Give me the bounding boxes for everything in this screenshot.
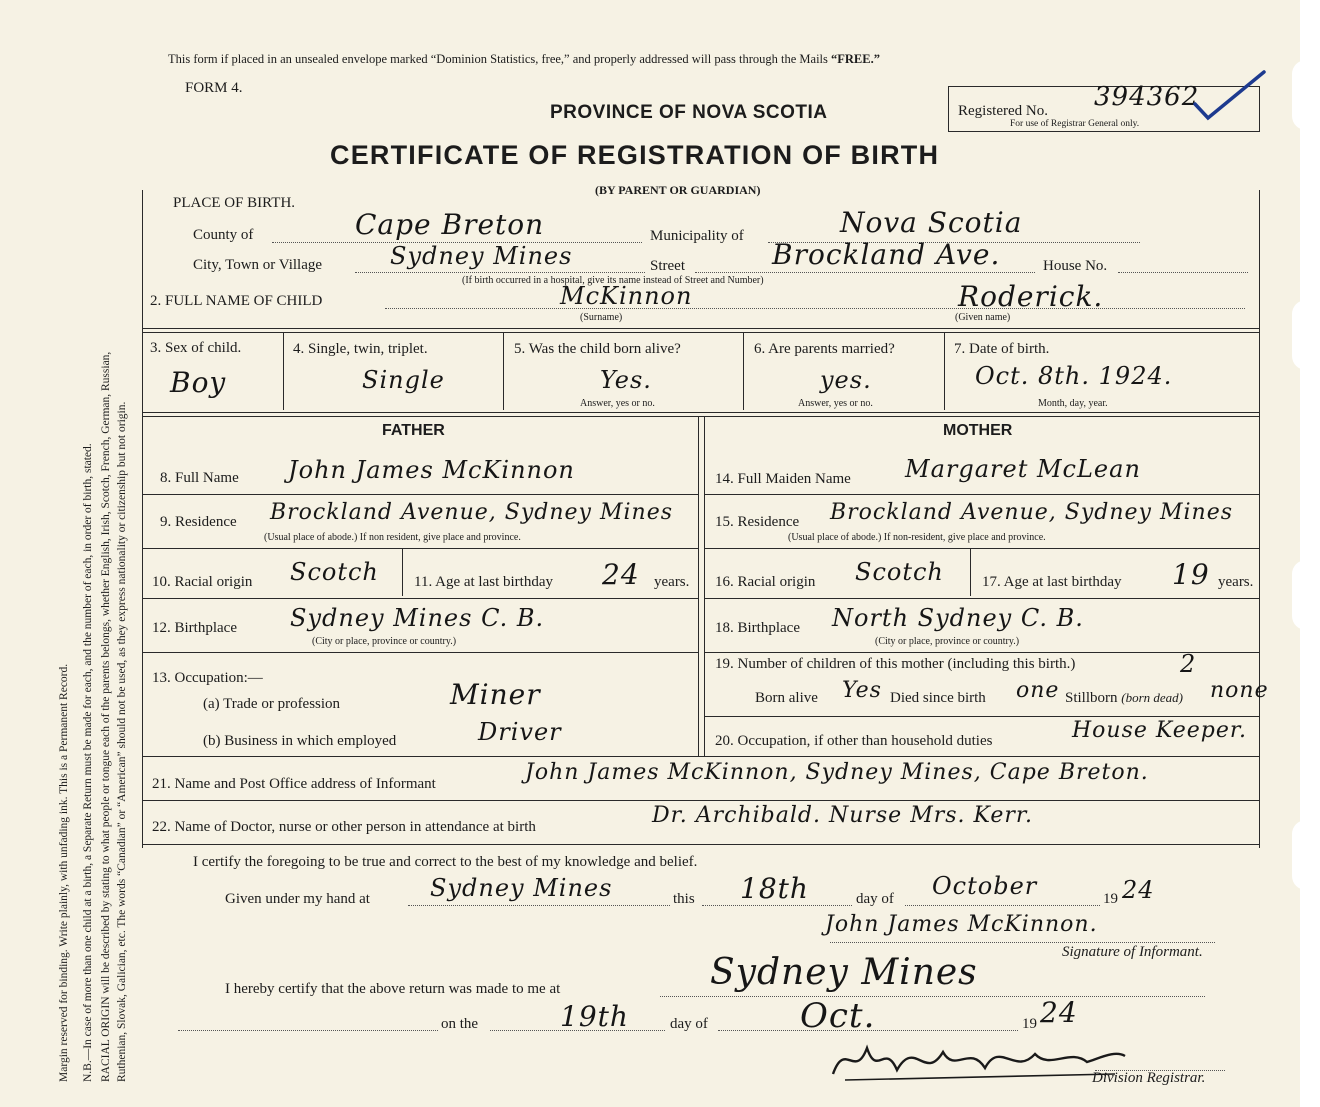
given-year-value: 24 (1122, 876, 1155, 904)
given-month-value: October (932, 872, 1038, 900)
county-label: County of (193, 227, 254, 243)
child-surname: McKinnon (560, 282, 693, 310)
registered-note: For use of Registrar General only. (1010, 119, 1140, 129)
mother-age-label: 17. Age at last birthday (982, 574, 1122, 590)
father-heading: FATHER (382, 422, 445, 439)
city-label: City, Town or Village (193, 257, 323, 273)
street-value: Brockland Ave. (772, 238, 1001, 271)
plurality-label: 4. Single, twin, triplet. (293, 341, 428, 357)
reg-day-of-label: day of (670, 1016, 708, 1032)
mother-birthplace-label: 18. Birthplace (715, 620, 800, 636)
mother-race-label: 16. Racial origin (715, 574, 816, 590)
registrar-day-value: 19th (560, 1000, 629, 1033)
father-business-label: (b) Business in which employed (203, 733, 397, 749)
mail-free: “FREE.” (831, 52, 880, 66)
margin-binding-note: Margin reserved for binding. Write plainly, with unfading ink. This is a Permanent Record. (58, 663, 70, 1082)
certify-statement: I certify the foregoing to be true and correct to the best of my knowledge and belief. (193, 854, 698, 870)
registrar-month-value: Oct. (800, 996, 876, 1036)
form-left-border (142, 190, 143, 848)
father-birthplace-label: 12. Birthplace (152, 620, 237, 636)
father-race-value: Scotch (290, 558, 379, 586)
surname-note: (Surname) (580, 312, 623, 323)
born-alive-label: 5. Was the child born alive? (514, 341, 681, 357)
binding-hole (1292, 300, 1320, 370)
father-birthplace-note: (City or place, province or country.) (312, 636, 457, 647)
father-trade-label: (a) Trade or profession (203, 696, 341, 712)
margin-racial-note-2: Ruthenian, Slovak, Galician, etc. The words “Canadian” or “American” should not be used, as they express nationality or citizenship but not origin. (116, 401, 128, 1082)
mother-years-label: years. (1218, 574, 1254, 590)
form-number: FORM 4. (185, 80, 243, 96)
father-residence-note: (Usual place of abode.) If non resident, give place and province. (264, 532, 521, 543)
father-business-value: Driver (478, 718, 562, 746)
mother-age-value: 19 (1172, 558, 1210, 591)
municipality-label: Municipality of (650, 228, 744, 244)
municipality-value: Nova Scotia (840, 206, 1023, 239)
died-label: Died since birth (890, 690, 986, 706)
married-value: yes. (820, 366, 872, 394)
mother-birthplace-note: (City or place, province or country.) (875, 636, 1020, 647)
died-value: one (1016, 678, 1060, 703)
registrar-signature (825, 1030, 1135, 1090)
given-day-value: 18th (740, 872, 809, 905)
father-name-label: 8. Full Name (160, 470, 239, 486)
mother-race-value: Scotch (855, 558, 944, 586)
father-residence-value: Brockland Avenue, Sydney Mines (270, 500, 674, 525)
mother-name-value: Margaret McLean (905, 455, 1141, 483)
mother-residence-label: 15. Residence (715, 514, 800, 530)
born-alive-count-value: Yes (842, 678, 882, 703)
mother-occupation-label: 20. Occupation, if other than household duties (715, 733, 993, 749)
father-occupation-label: 13. Occupation:— (152, 670, 263, 686)
binding-hole (1292, 560, 1320, 630)
child-name-label: 2. FULL NAME OF CHILD (150, 293, 323, 309)
city-value: Sydney Mines (390, 242, 573, 270)
mail-note: This form if placed in an unsealed envelope marked “Dominion Statistics, free,” and properly addressed will pass through the Mails “FREE.” (168, 52, 880, 66)
margin-racial-note-1: RACIAL ORIGIN will be described by stating to what people or tongue each of the parents belongs, whether English, Irish, Scotch, French, German, Russian, (100, 351, 112, 1082)
stillborn-value: none (1210, 678, 1269, 703)
mother-residence-note: (Usual place of abode.) If non-resident, give place and province. (788, 532, 1046, 543)
registrar-statement: I hereby certify that the above return was made to me at (225, 981, 561, 997)
mother-occupation-value: House Keeper. (1072, 718, 1247, 743)
year-prefix: 19 (1103, 891, 1118, 907)
informant-signature-label: Signature of Informant. (1062, 944, 1203, 960)
place-section-label: PLACE OF BIRTH. (173, 195, 296, 211)
dob-note: Month, day, year. (1038, 398, 1108, 409)
paper-edge (1300, 0, 1320, 1107)
children-count-value: 2 (1180, 650, 1197, 678)
mother-heading: MOTHER (943, 422, 1013, 439)
father-age-label: 11. Age at last birthday (414, 574, 553, 590)
house-no-label: House No. (1043, 258, 1108, 274)
married-label: 6. Are parents married? (754, 341, 895, 357)
county-value: Cape Breton (355, 208, 545, 241)
informant-signature: John James McKinnon. (825, 912, 1098, 937)
given-under-label: Given under my hand at (225, 891, 370, 907)
sex-value: Boy (170, 366, 227, 399)
dob-value: Oct. 8th. 1924. (975, 362, 1173, 390)
division-registrar-label: Division Registrar. (1092, 1070, 1206, 1086)
stillborn-label: Stillborn (born dead) (1065, 690, 1184, 706)
informant-value: John James McKinnon, Sydney Mines, Cape Breton. (525, 760, 1149, 785)
check-mark-icon (1190, 66, 1270, 126)
born-alive-note: Answer, yes or no. (580, 398, 655, 409)
attendant-label: 22. Name of Doctor, nurse or other person in attendance at birth (152, 819, 536, 835)
born-alive-value: Yes. (600, 366, 652, 394)
plurality-value: Single (362, 366, 445, 394)
father-years-label: years. (654, 574, 690, 590)
father-age-value: 24 (602, 558, 640, 591)
mother-birthplace-value: North Sydney C. B. (832, 604, 1084, 632)
child-given-name: Roderick. (958, 280, 1104, 313)
registrar-year-value: 24 (1040, 996, 1078, 1029)
registered-number: 394362 (1094, 82, 1200, 112)
father-race-label: 10. Racial origin (152, 574, 253, 590)
hospital-note: (If birth occurred in a hospital, give its name instead of Street and Number) (462, 275, 764, 286)
registered-label: Registered No. (958, 103, 1048, 119)
registrar-place-value: Sydney Mines (710, 952, 978, 993)
binding-hole (1292, 820, 1320, 890)
margin-nb-note: N.B.—In case of more than one child at a birth, a Separate Return must be made for each, and the number of each, in order of birth, stated. (82, 443, 94, 1082)
subtitle: (BY PARENT OR GUARDIAN) (595, 183, 761, 197)
province-heading: PROVINCE OF NOVA SCOTIA (550, 102, 828, 123)
children-count-label: 19. Number of children of this mother (including this birth.) (715, 656, 1076, 672)
given-place-value: Sydney Mines (430, 874, 613, 902)
father-name-value: John James McKinnon (288, 456, 575, 484)
mother-name-label: 14. Full Maiden Name (715, 471, 851, 487)
this-label: this (673, 891, 695, 907)
married-note: Answer, yes or no. (798, 398, 873, 409)
sex-label: 3. Sex of child. (150, 340, 242, 356)
page-title: CERTIFICATE OF REGISTRATION OF BIRTH (330, 140, 940, 170)
born-alive-count-label: Born alive (755, 690, 818, 706)
binding-hole (1292, 60, 1320, 130)
on-the-label: on the (441, 1016, 479, 1032)
father-birthplace-value: Sydney Mines C. B. (290, 604, 545, 632)
form-right-border (1259, 190, 1260, 848)
street-label: Street (650, 258, 685, 274)
mother-residence-value: Brockland Avenue, Sydney Mines (830, 500, 1234, 525)
dob-label: 7. Date of birth. (954, 341, 1050, 357)
day-of-label: day of (856, 891, 894, 907)
father-trade-value: Miner (450, 678, 541, 711)
given-name-note: (Given name) (955, 312, 1011, 323)
informant-label: 21. Name and Post Office address of Informant (152, 776, 436, 792)
attendant-value: Dr. Archibald. Nurse Mrs. Kerr. (652, 803, 1033, 828)
reg-year-prefix: 19 (1022, 1016, 1037, 1032)
father-residence-label: 9. Residence (160, 514, 237, 530)
